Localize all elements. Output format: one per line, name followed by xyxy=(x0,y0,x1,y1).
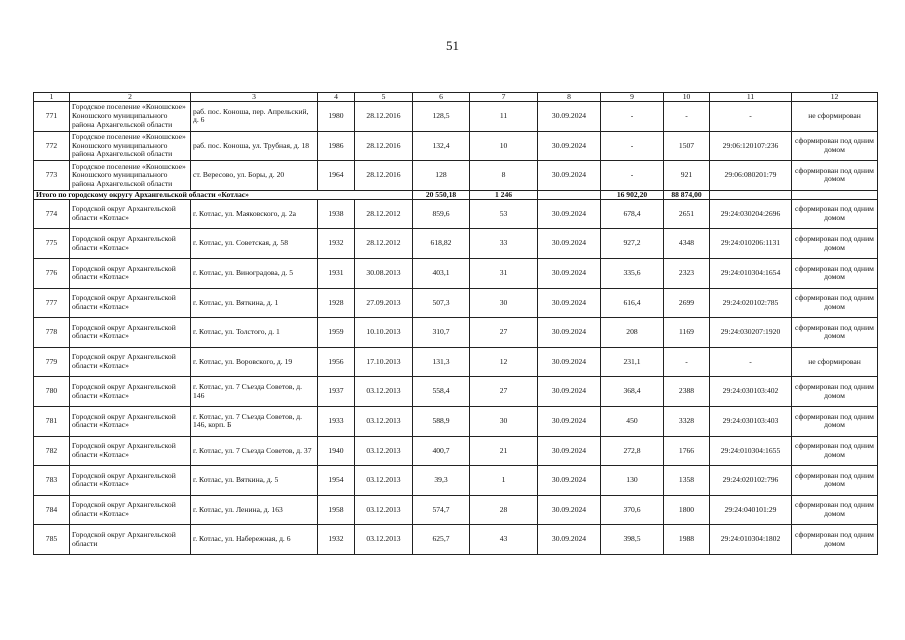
table-row xyxy=(34,525,878,555)
col10-cell: 921 xyxy=(664,161,710,191)
deadline-cell: 30.09.2024 xyxy=(538,436,601,466)
address-cell: раб. пос. Коноша, ул. Трубная, д. 18 xyxy=(191,131,318,161)
year-cell: 1980 xyxy=(318,102,355,132)
deadline-cell: 30.09.2024 xyxy=(538,199,601,229)
deadline-cell: 30.09.2024 xyxy=(538,161,601,191)
residents-cell: 12 xyxy=(470,347,538,377)
residents-cell: 1 xyxy=(470,466,538,496)
municipality-cell: Городской округ Архангельской области «Котлас» xyxy=(70,288,191,318)
row-number: 784 xyxy=(34,495,70,525)
municipality-cell: Городской округ Архангельской области «Котлас» xyxy=(70,229,191,259)
row-number: 772 xyxy=(34,131,70,161)
date-cell: 28.12.2016 xyxy=(355,131,413,161)
cadastral-number-cell: 29:24:030207:1920 xyxy=(710,318,792,348)
rows-group-konosha xyxy=(34,102,878,191)
col10-cell: 1358 xyxy=(664,466,710,496)
status-cell: сформирован под одним домом xyxy=(792,288,878,318)
col10-cell: - xyxy=(664,102,710,132)
col9-cell: 335,6 xyxy=(601,258,664,288)
row-number: 781 xyxy=(34,406,70,436)
date-cell: 30.08.2013 xyxy=(355,258,413,288)
area-cell: 132,4 xyxy=(413,131,470,161)
col10-cell: 1169 xyxy=(664,318,710,348)
area-cell: 400,7 xyxy=(413,436,470,466)
status-cell: сформирован под одним домом xyxy=(792,466,878,496)
residents-cell: 8 xyxy=(470,161,538,191)
total-area: 20 550,18 xyxy=(413,190,470,199)
cadastral-number-cell: 29:06:120107:236 xyxy=(710,131,792,161)
address-cell: г. Котлас, ул. Вяткина, д. 5 xyxy=(191,466,318,496)
status-cell: сформирован под одним домом xyxy=(792,318,878,348)
municipality-cell: Городской округ Архангельской области «Котлас» xyxy=(70,377,191,407)
area-cell: 574,7 xyxy=(413,495,470,525)
column-number: 4 xyxy=(318,93,355,102)
status-cell: сформирован под одним домом xyxy=(792,495,878,525)
area-cell: 558,4 xyxy=(413,377,470,407)
year-cell: 1931 xyxy=(318,258,355,288)
residents-cell: 27 xyxy=(470,377,538,407)
col9-cell: 398,5 xyxy=(601,525,664,555)
address-cell: г. Котлас, ул. 7 Съезда Советов, д. 146, корп. Б xyxy=(191,406,318,436)
year-cell: 1959 xyxy=(318,318,355,348)
cadastral-number-cell: 29:24:010206:1131 xyxy=(710,229,792,259)
col9-cell: 370,6 xyxy=(601,495,664,525)
total-col9: 16 902,20 xyxy=(601,190,664,199)
column-number: 9 xyxy=(601,93,664,102)
residents-cell: 11 xyxy=(470,102,538,132)
address-cell: г. Котлас, ул. Толстого, д. 1 xyxy=(191,318,318,348)
column-number: 2 xyxy=(70,93,191,102)
municipality-cell: Городской округ Архангельской области «Котлас» xyxy=(70,495,191,525)
column-number: 3 xyxy=(191,93,318,102)
date-cell: 03.12.2013 xyxy=(355,406,413,436)
year-cell: 1954 xyxy=(318,466,355,496)
municipality-cell: Городской округ Архангельской области «Котлас» xyxy=(70,318,191,348)
col9-cell: 368,4 xyxy=(601,377,664,407)
column-number: 7 xyxy=(470,93,538,102)
date-cell: 03.12.2013 xyxy=(355,377,413,407)
date-cell: 03.12.2013 xyxy=(355,466,413,496)
year-cell: 1933 xyxy=(318,406,355,436)
table-row xyxy=(34,347,878,377)
table-row xyxy=(34,377,878,407)
col9-cell: 616,4 xyxy=(601,288,664,318)
area-cell: 131,3 xyxy=(413,347,470,377)
address-cell: г. Котлас, ул. Ленина, д. 163 xyxy=(191,495,318,525)
status-cell: сформирован под одним домом xyxy=(792,229,878,259)
area-cell: 507,3 xyxy=(413,288,470,318)
year-cell: 1937 xyxy=(318,377,355,407)
row-number: 785 xyxy=(34,525,70,555)
status-cell: сформирован под одним домом xyxy=(792,436,878,466)
deadline-cell: 30.09.2024 xyxy=(538,377,601,407)
date-cell: 03.12.2013 xyxy=(355,495,413,525)
column-number: 11 xyxy=(710,93,792,102)
status-cell: сформирован под одним домом xyxy=(792,161,878,191)
row-number: 782 xyxy=(34,436,70,466)
municipality-cell: Городской округ Архангельской области «Котлас» xyxy=(70,258,191,288)
total-col10: 88 874,00 xyxy=(664,190,710,199)
address-cell: г. Котлас, ул. Виноградова, д. 5 xyxy=(191,258,318,288)
deadline-cell: 30.09.2024 xyxy=(538,288,601,318)
table-row xyxy=(34,161,878,191)
cadastral-number-cell: 29:06:080201:79 xyxy=(710,161,792,191)
municipality-cell: Городской округ Архангельской области «Котлас» xyxy=(70,347,191,377)
year-cell: 1928 xyxy=(318,288,355,318)
year-cell: 1940 xyxy=(318,436,355,466)
address-cell: ст. Вересово, ул. Боры, д. 20 xyxy=(191,161,318,191)
total-empty-cell xyxy=(710,190,792,199)
cadastral-number-cell: 29:24:030103:403 xyxy=(710,406,792,436)
cadastral-number-cell: - xyxy=(710,102,792,132)
status-cell: не сформирован xyxy=(792,102,878,132)
col10-cell: 2699 xyxy=(664,288,710,318)
address-cell: раб. пос. Коноша, пер. Апрельский, д. 6 xyxy=(191,102,318,132)
row-number: 783 xyxy=(34,466,70,496)
cadastral-number-cell: 29:24:010304:1655 xyxy=(710,436,792,466)
residents-cell: 33 xyxy=(470,229,538,259)
deadline-cell: 30.09.2024 xyxy=(538,131,601,161)
col10-cell: 2651 xyxy=(664,199,710,229)
area-cell: 403,1 xyxy=(413,258,470,288)
area-cell: 39,3 xyxy=(413,466,470,496)
total-label: Итого по городскому округу Архангельской области «Котлас» xyxy=(34,190,413,199)
residents-cell: 28 xyxy=(470,495,538,525)
table-row xyxy=(34,258,878,288)
table-row xyxy=(34,288,878,318)
status-cell: сформирован под одним домом xyxy=(792,377,878,407)
col9-cell: - xyxy=(601,131,664,161)
residents-cell: 10 xyxy=(470,131,538,161)
status-cell: сформирован под одним домом xyxy=(792,199,878,229)
rows-group-kotlas xyxy=(34,199,878,554)
table-row xyxy=(34,466,878,496)
date-cell: 17.10.2013 xyxy=(355,347,413,377)
deadline-cell: 30.09.2024 xyxy=(538,466,601,496)
col9-cell: 272,8 xyxy=(601,436,664,466)
residents-cell: 27 xyxy=(470,318,538,348)
row-number: 776 xyxy=(34,258,70,288)
total-row xyxy=(34,190,878,199)
table-row xyxy=(34,406,878,436)
col9-cell: 130 xyxy=(601,466,664,496)
row-number: 777 xyxy=(34,288,70,318)
column-number-row xyxy=(34,93,878,102)
status-cell: сформирован под одним домом xyxy=(792,258,878,288)
date-cell: 03.12.2013 xyxy=(355,525,413,555)
status-cell: сформирован под одним домом xyxy=(792,131,878,161)
residents-cell: 30 xyxy=(470,288,538,318)
col10-cell: 4348 xyxy=(664,229,710,259)
status-cell: сформирован под одним домом xyxy=(792,525,878,555)
deadline-cell: 30.09.2024 xyxy=(538,347,601,377)
date-cell: 10.10.2013 xyxy=(355,318,413,348)
col10-cell: 1800 xyxy=(664,495,710,525)
year-cell: 1986 xyxy=(318,131,355,161)
table-row xyxy=(34,495,878,525)
table-row xyxy=(34,102,878,132)
column-number: 8 xyxy=(538,93,601,102)
address-cell: г. Котлас, ул. Советская, д. 58 xyxy=(191,229,318,259)
cadastral-number-cell: 29:24:030204:2696 xyxy=(710,199,792,229)
municipality-cell: Городской округ Архангельской области «Котлас» xyxy=(70,199,191,229)
cadastral-number-cell: - xyxy=(710,347,792,377)
row-number: 774 xyxy=(34,199,70,229)
address-cell: г. Котлас, ул. Воровского, д. 19 xyxy=(191,347,318,377)
deadline-cell: 30.09.2024 xyxy=(538,229,601,259)
row-number: 773 xyxy=(34,161,70,191)
table-row xyxy=(34,318,878,348)
address-cell: г. Котлас, ул. Вяткина, д. 1 xyxy=(191,288,318,318)
deadline-cell: 30.09.2024 xyxy=(538,258,601,288)
residents-cell: 53 xyxy=(470,199,538,229)
area-cell: 310,7 xyxy=(413,318,470,348)
municipality-cell: Городской округ Архангельской области «Котлас» xyxy=(70,436,191,466)
deadline-cell: 30.09.2024 xyxy=(538,495,601,525)
table-row xyxy=(34,199,878,229)
municipality-cell: Городское поселение «Коношское» Коношского муниципального района Архангельской области xyxy=(70,131,191,161)
residents-cell: 30 xyxy=(470,406,538,436)
area-cell: 625,7 xyxy=(413,525,470,555)
housing-registry-table xyxy=(33,92,878,555)
cadastral-number-cell: 29:24:010304:1654 xyxy=(710,258,792,288)
total-empty-cell xyxy=(538,190,601,199)
col9-cell: 678,4 xyxy=(601,199,664,229)
column-number: 5 xyxy=(355,93,413,102)
table-row xyxy=(34,229,878,259)
row-number: 778 xyxy=(34,318,70,348)
cadastral-number-cell: 29:24:020102:796 xyxy=(710,466,792,496)
residents-cell: 43 xyxy=(470,525,538,555)
municipality-cell: Городское поселение «Коношское» Коношского муниципального района Архангельской области xyxy=(70,161,191,191)
page-number: 51 xyxy=(446,38,459,53)
deadline-cell: 30.09.2024 xyxy=(538,406,601,436)
col10-cell: - xyxy=(664,347,710,377)
col9-cell: 927,2 xyxy=(601,229,664,259)
address-cell: г. Котлас, ул. 7 Съезда Советов, д. 146 xyxy=(191,377,318,407)
status-cell: не сформирован xyxy=(792,347,878,377)
column-number: 12 xyxy=(792,93,878,102)
table-row xyxy=(34,436,878,466)
row-number: 780 xyxy=(34,377,70,407)
total-residents: 1 246 xyxy=(470,190,538,199)
municipality-cell: Городской округ Архангельской области xyxy=(70,525,191,555)
col9-cell: - xyxy=(601,102,664,132)
municipality-cell: Городской округ Архангельской области «Котлас» xyxy=(70,466,191,496)
date-cell: 03.12.2013 xyxy=(355,436,413,466)
row-number: 775 xyxy=(34,229,70,259)
date-cell: 28.12.2012 xyxy=(355,229,413,259)
status-cell: сформирован под одним домом xyxy=(792,406,878,436)
column-number: 1 xyxy=(34,93,70,102)
area-cell: 128,5 xyxy=(413,102,470,132)
area-cell: 128 xyxy=(413,161,470,191)
year-cell: 1958 xyxy=(318,495,355,525)
year-cell: 1932 xyxy=(318,525,355,555)
deadline-cell: 30.09.2024 xyxy=(538,318,601,348)
address-cell: г. Котлас, ул. Маяковского, д. 2а xyxy=(191,199,318,229)
address-cell: г. Котлас, ул. 7 Съезда Советов, д. 37 xyxy=(191,436,318,466)
municipality-cell: Городской округ Архангельской области «Котлас» xyxy=(70,406,191,436)
date-cell: 28.12.2016 xyxy=(355,102,413,132)
date-cell: 28.12.2016 xyxy=(355,161,413,191)
cadastral-number-cell: 29:24:020102:785 xyxy=(710,288,792,318)
year-cell: 1938 xyxy=(318,199,355,229)
year-cell: 1932 xyxy=(318,229,355,259)
year-cell: 1964 xyxy=(318,161,355,191)
cadastral-number-cell: 29:24:040101:29 xyxy=(710,495,792,525)
cadastral-number-cell: 29:24:030103:402 xyxy=(710,377,792,407)
row-number: 771 xyxy=(34,102,70,132)
col10-cell: 1766 xyxy=(664,436,710,466)
col10-cell: 2323 xyxy=(664,258,710,288)
column-number: 6 xyxy=(413,93,470,102)
area-cell: 588,9 xyxy=(413,406,470,436)
date-cell: 27.09.2013 xyxy=(355,288,413,318)
col10-cell: 3328 xyxy=(664,406,710,436)
col10-cell: 1988 xyxy=(664,525,710,555)
col10-cell: 1507 xyxy=(664,131,710,161)
row-number: 779 xyxy=(34,347,70,377)
col9-cell: - xyxy=(601,161,664,191)
municipality-cell: Городское поселение «Коношское» Коношского муниципального района Архангельской области xyxy=(70,102,191,132)
area-cell: 618,82 xyxy=(413,229,470,259)
area-cell: 859,6 xyxy=(413,199,470,229)
total-empty-cell xyxy=(792,190,878,199)
col9-cell: 231,1 xyxy=(601,347,664,377)
deadline-cell: 30.09.2024 xyxy=(538,525,601,555)
col9-cell: 208 xyxy=(601,318,664,348)
table-row xyxy=(34,131,878,161)
residents-cell: 21 xyxy=(470,436,538,466)
address-cell: г. Котлас, ул. Набережная, д. 6 xyxy=(191,525,318,555)
total-group xyxy=(34,190,878,199)
col10-cell: 2388 xyxy=(664,377,710,407)
year-cell: 1956 xyxy=(318,347,355,377)
cadastral-number-cell: 29:24:010304:1802 xyxy=(710,525,792,555)
deadline-cell: 30.09.2024 xyxy=(538,102,601,132)
residents-cell: 31 xyxy=(470,258,538,288)
date-cell: 28.12.2012 xyxy=(355,199,413,229)
col9-cell: 450 xyxy=(601,406,664,436)
column-number: 10 xyxy=(664,93,710,102)
